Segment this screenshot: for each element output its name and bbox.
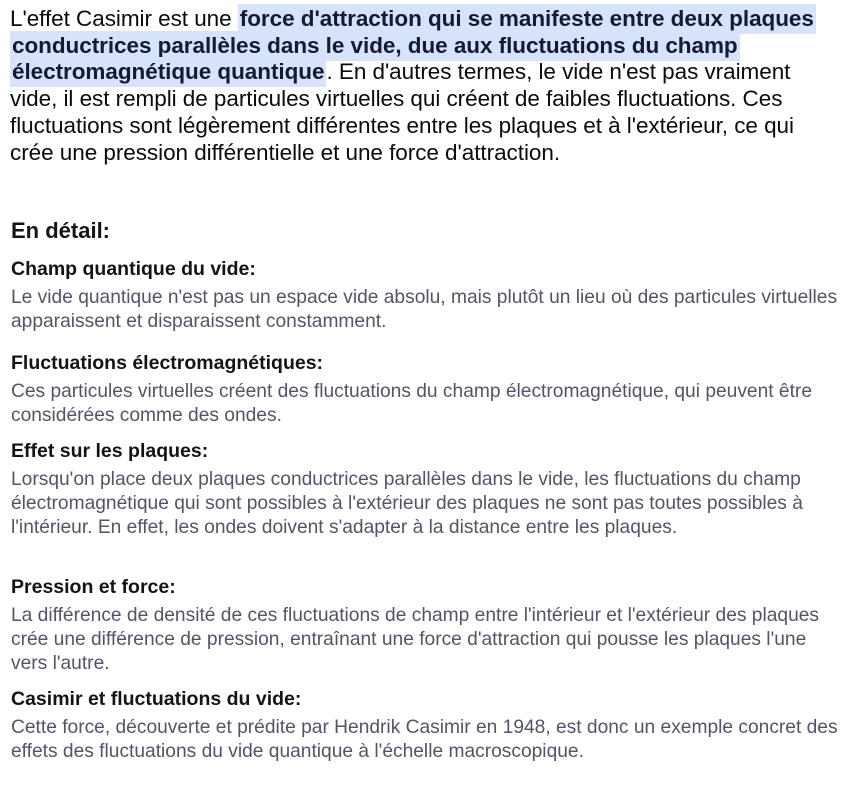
detail-heading: En détail: [11,218,111,243]
item-heading-quantum-field: Champ quantique du vide: [11,258,256,280]
item-heading-plates-effect: Effet sur les plaques: [11,440,209,462]
intro-paragraph [10,6,842,166]
intro-text-before: L'effet Casimir est une [10,6,238,31]
item-text-em-fluctuations: Ces particules virtuelles créent des fluctuations du champ électromagnétique, qui peuvent être considérées comme des ondes. [11,381,812,427]
item-text-plates-effect: Lorsqu'on place deux plaques conductrices parallèles dans le vide, les fluctuations du champ électromagnétique qui sont possibles à l'extérieur des plaques ne sont pas toutes possibles à l'intérieur. En effet, les ondes doivent s'adapter à la distance entre les plaques. [11,469,803,539]
intro-text-after: . En d'autres termes, le vide n'est pas vraiment vide, il est rempli de particules virtuelles qui créent de faibles fluctuations. Ces fluctuations sont légèrement différentes entre les plaques et à l'extérieur, ce qui crée une pression différentielle et une force d'attraction. [10,59,794,165]
item-text-quantum-field: Le vide quantique n'est pas un espace vide absolu, mais plutôt un lieu où des particules virtuelles apparaissent et disparaissent constamment. [11,287,838,333]
item-heading-casimir-vacuum: Casimir et fluctuations du vide: [11,688,302,710]
item-text-casimir-vacuum: Cette force, découverte et prédite par Hendrik Casimir en 1948, est donc un exemple concret des effets des fluctuations du vide quantique à l'échelle macroscopique. [11,717,838,763]
item-heading-pressure-force: Pression et force: [11,576,176,598]
item-heading-em-fluctuations: Fluctuations électromagnétiques: [11,352,324,374]
highlighted-definition[interactable]: force d'attraction qui se manifeste entre deux plaques conductrices parallèles dans le vide, due aux fluctuations du champ électromagnétique quantique [10,4,816,87]
item-text-pressure-force: La différence de densité de ces fluctuations de champ entre l'intérieur et l'extérieur des plaques crée une différence de pression, entraînant une force d'attraction qui pousse les plaques l'une vers l'autre. [11,605,820,675]
